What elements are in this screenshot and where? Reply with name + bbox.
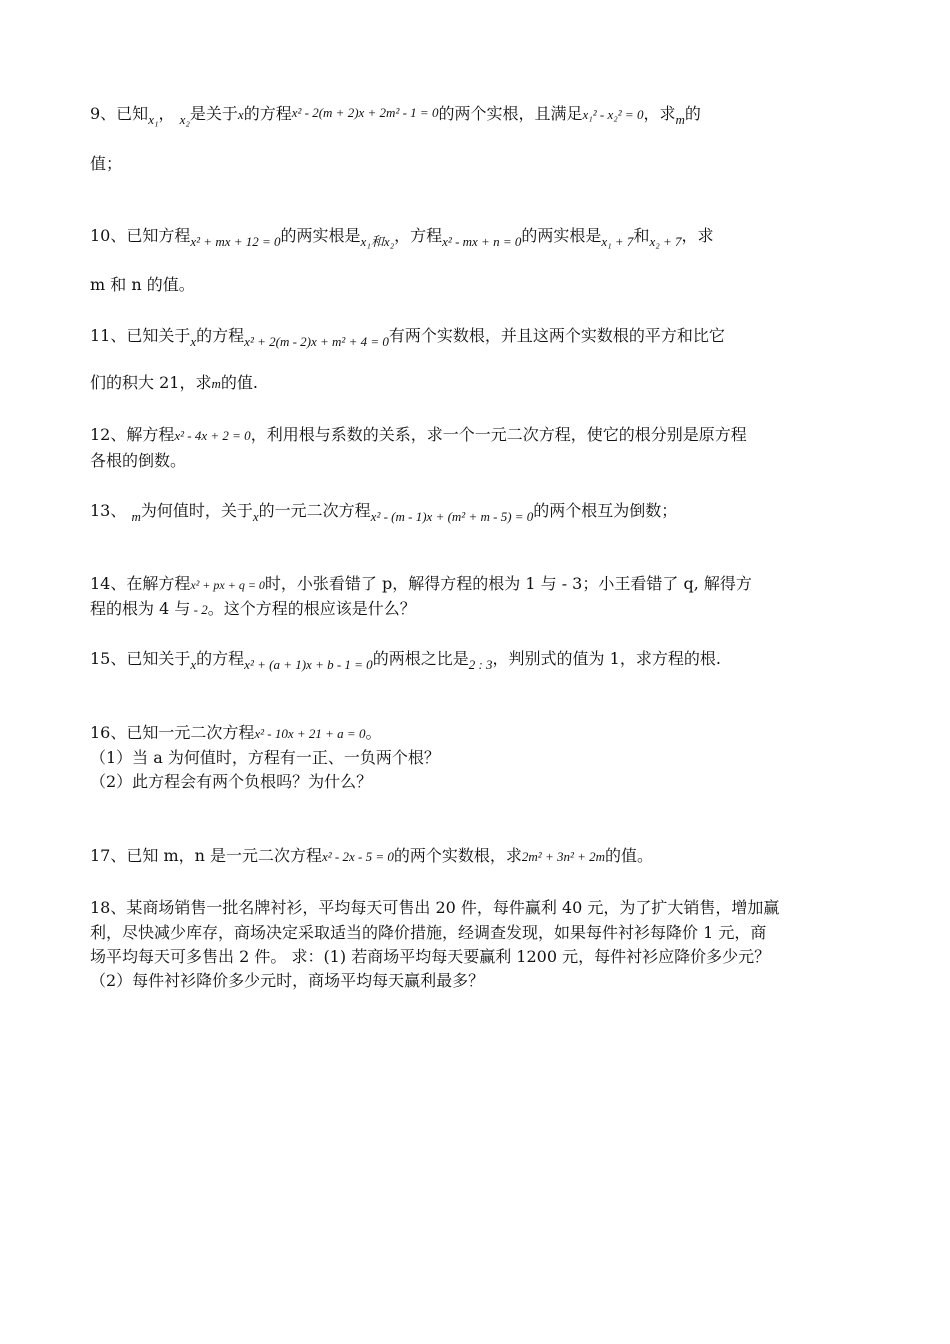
problem-10-text: ，求 [681,226,714,245]
problem-14-line-1 [90,573,752,596]
problem-15-text: 的两根之比是 [372,649,469,668]
problem-18-text: 18、某商场销售一批名牌衬衫，平均每天可售出 20 件，每件赢利 40 元，为了扩大销售，增加赢 [90,898,780,917]
problem-18-line-4 [90,970,484,992]
problem-17-text: 17、已知 m，n 是一元二次方程 [90,846,323,865]
problem-10-text: 的两实根是 [280,226,361,245]
math-x: x [252,509,259,524]
math-condition: x₁² - x₂² = 0 [582,107,644,122]
problem-14-line-2 [90,598,416,621]
problem-10-text: 10、已知方程 [90,226,191,245]
problem-18-text: 场平均每天可多售出 2 件。 求：(1) 若商场平均每天要赢利 1200 元，每件衬衫应降价多少元？ [90,947,771,966]
problem-9-text: 是关于 [189,104,238,123]
problem-17-text: 的值。 [605,846,654,865]
problem-12-text: ，利用根与系数的关系，求一个一元二次方程，使它的根分别是原方程 [250,425,747,444]
problem-17-line-1 [90,845,653,868]
problem-15-text: 的方程 [196,649,245,668]
problem-9-line-2 [90,153,122,175]
problem-16-line-1 [90,722,381,745]
math-x: x [237,107,244,122]
problem-13-text: 为何值时，关于 [140,501,253,520]
problem-13-text: 的一元二次方程 [258,501,371,520]
problem-12-text: 各根的倒数。 [90,451,187,470]
problem-9-text: 9、已知 [90,104,149,123]
math-equation: x² - 10x + 21 + a = 0 [254,726,366,741]
problem-15-text: ，判别式的值为 1，求方程的根. [492,649,721,668]
problem-18-line-2 [90,922,766,944]
problem-15-line-1 [90,648,721,671]
problem-14-text: 程的根为 4 与 [90,599,191,618]
math-root-1: x₁ + 7 [601,234,634,249]
math-x: x [190,334,197,349]
problem-16-text: （1）当 a 为何值时，方程有一正、一负两个根？ [90,748,440,767]
problem-10-line-1 [90,225,714,248]
math-roots: x₁和x₂ [360,234,395,249]
math-equation: x² - 2x - 5 = 0 [322,849,394,864]
math-m: m [211,376,221,391]
problem-9-text: 值； [90,154,123,173]
problem-13-text: 的两个根互为倒数； [533,501,678,520]
problem-14-text: 时，小张看错了 p，解得方程的根为 1 与 - 3；小王看错了 q, 解得方 [264,574,752,593]
problem-11-line-2 [90,372,258,395]
problem-16-text: 16、已知一元二次方程 [90,723,255,742]
problem-16-subquestion-2 [90,771,372,793]
problem-10-line-2 [90,274,195,296]
math-value: - 2 [190,602,208,617]
problem-10-text: 和 [633,226,650,245]
problem-18-text: （2）每件衬衫降价多少元时，商场平均每天赢利最多？ [90,971,485,990]
math-equation: x² + (a + 1)x + b - 1 = 0 [244,657,373,672]
problem-11-text: 的值. [220,373,258,392]
problem-13-text: 13、 [90,501,127,520]
problem-16-text: 。 [365,723,382,742]
problem-13-line-1 [90,500,677,523]
math-equation: x² - 2(m + 2)x + 2m² - 1 = 0 [291,105,439,120]
math-equation: x² + px + q = 0 [190,578,265,592]
math-x: x [190,657,197,672]
problem-18-line-3 [90,946,770,968]
math-equation: x² - mx + n = 0 [442,234,522,249]
math-equation: x² + 2(m - 2)x + m² + 4 = 0 [244,334,389,349]
problem-18-line-1 [90,897,779,919]
problem-11-text: 们的积大 21，求 [90,373,212,392]
math-m: m [675,112,685,127]
problem-9-text: 的 [684,104,701,123]
problem-14-text: 14、在解方程 [90,574,191,593]
math-equation: x² + mx + 12 = 0 [190,234,281,249]
problem-16-subquestion-1 [90,747,440,769]
problem-10-text: ，方程 [394,226,443,245]
problem-18-text: 利，尽快减少库存，商场决定采取适当的降价措施，经调查发现，如果每件衬衫每降价 1 元，商 [90,923,767,942]
math-equation: x² - (m - 1)x + (m² + m - 5) = 0 [370,509,534,524]
math-x2: x₂ [179,112,190,127]
math-root-2: x₂ + 7 [649,234,682,249]
math-equation: x² - 4x + 2 = 0 [174,428,251,443]
problem-9-text: 的方程 [243,104,292,123]
problem-9-line-1 [90,103,701,126]
problem-9-text: 的两个实根，且满足 [438,104,583,123]
problem-12-text: 12、解方程 [90,425,175,444]
problem-11-text: 有两个实数根，并且这两个实数根的平方和比它 [388,326,725,345]
problem-10-text: m 和 n 的值。 [90,275,195,294]
problem-15-text: 15、已知关于 [90,649,191,668]
math-m: m [131,509,141,524]
problem-11-text: 的方程 [196,326,245,345]
problem-11-line-1 [90,325,725,348]
math-expression: 2m² + 3n² + 2m [521,849,606,864]
math-x1: x₁ [148,112,159,127]
problem-11-text: 11、已知关于 [90,326,191,345]
problem-17-text: 的两个实数根，求 [393,846,522,865]
comma: ， [158,104,175,123]
problem-16-text: （2）此方程会有两个负根吗？为什么？ [90,772,373,791]
math-ratio: 2 : 3 [468,657,493,672]
problem-10-text: 的两实根是 [521,226,602,245]
problem-12-line-1 [90,424,747,447]
problem-14-text: 。这个方程的根应该是什么？ [207,599,416,618]
problem-12-line-2 [90,450,186,472]
problem-9-text: ，求 [643,104,676,123]
